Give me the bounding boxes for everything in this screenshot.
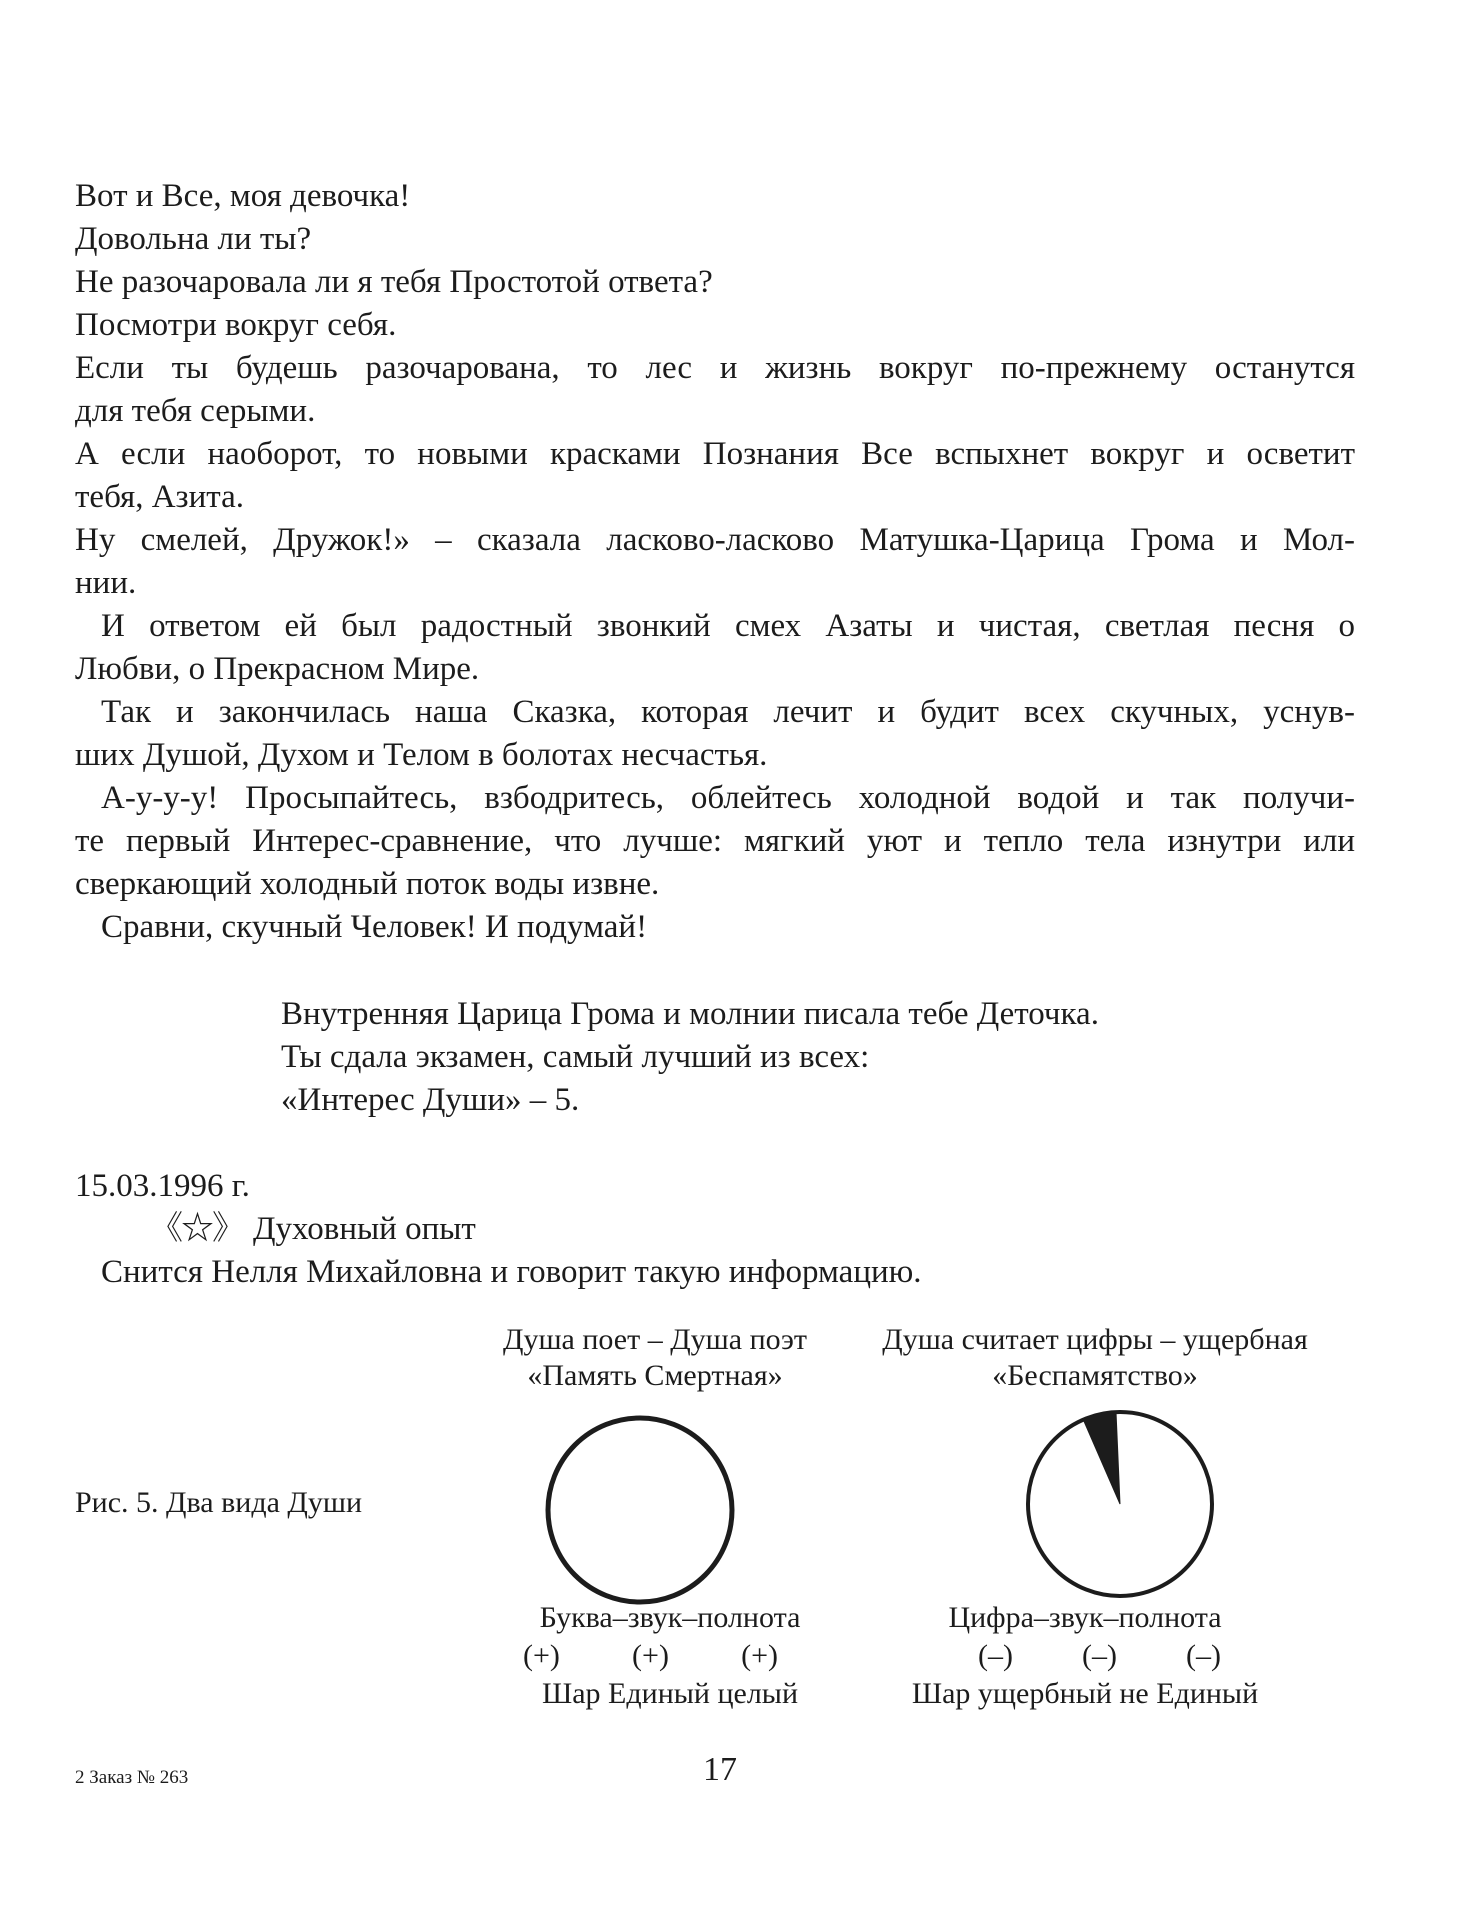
text-line: нии. [75,565,137,601]
text-line: Так и закончилась наша Сказка, которая лечит и будит всех скучных, уснув- [101,694,1355,730]
plus-sign: (+) [632,1639,669,1672]
right-figure-subtitle: «Беспамятство» [992,1359,1198,1392]
right-figure-signs [978,1638,1221,1674]
text-line: Любви, о Прекрасном Мире. [75,651,480,687]
entry-heading-text: Духовный опыт [253,1211,476,1247]
plus-sign: (+) [741,1639,778,1672]
signature-line: Ты сдала экзамен, самый лучший из всех: [281,1039,870,1075]
full-sphere-diagram [540,1410,740,1610]
right-figure-description: Шар ущербный не Единый [911,1677,1259,1710]
star-emblem-icon: 《☆》 [150,1211,243,1247]
order-number: 2 Заказ № 263 [75,1767,189,1788]
plus-sign: (+) [523,1639,560,1672]
text-line: Если ты будешь разочарована, то лес и жизнь вокруг по-прежнему останутся [75,350,1355,386]
left-figure-subtitle: «Память Смертная» [527,1359,783,1392]
text-line: Посмотри вокруг себя. [75,307,397,343]
entry-heading [150,1209,476,1249]
text-line: Вот и Все, моя девочка! [75,178,411,214]
figure-caption: Рис. 5. Два вида Души [75,1486,363,1519]
signature-line: «Интерес Души» – 5. [281,1082,580,1118]
text-line: ших Душой, Духом и Телом в болотах несчастья. [75,737,768,773]
entry-date: 15.03.1996 г. [75,1168,250,1204]
text-line: Довольна ли ты? [75,221,312,257]
defective-sphere-diagram [1020,1404,1220,1604]
text-line: те первый Интерес-сравнение, что лучше: мягкий уют и тепло тела изнутри или [75,823,1355,859]
full-sphere-circle [548,1418,732,1602]
text-line: Не разочаровала ли я тебя Простотой ответа? [75,264,713,300]
minus-sign: (–) [978,1639,1013,1672]
text-line: А если наоборот, то новыми красками Познания Все вспыхнет вокруг и осветит [75,436,1355,472]
text-line: для тебя серыми. [75,393,316,429]
left-figure-signs [523,1638,778,1674]
entry-intro: Снится Нелля Михайловна и говорит такую информацию. [101,1254,922,1290]
page-number: 17 [703,1751,737,1788]
minus-sign: (–) [1082,1639,1117,1672]
right-figure-title: Душа считает цифры – ущербная [882,1323,1308,1356]
text-line: Ну смелей, Дружок!» – сказала ласково-ласково Матушка-Царица Грома и Мол- [75,522,1355,558]
text-line: сверкающий холодный поток воды извне. [75,866,660,902]
text-line: Сравни, скучный Человек! И подумай! [101,909,648,945]
text-line: А-у-у-у! Просыпайтесь, взбодритесь, облейтесь холодной водой и так получи- [101,780,1355,816]
text-line: И ответом ей был радостный звонкий смех Азаты и чистая, светлая песня о [101,608,1355,644]
right-figure-label: Цифра–звук–полнота [948,1601,1222,1634]
text-line: тебя, Азита. [75,479,244,515]
signature-line: Внутренняя Царица Грома и молнии писала тебе Деточка. [281,996,1099,1032]
left-figure-label: Буква–звук–полнота [539,1601,801,1634]
left-figure-description: Шар Единый целый [541,1677,799,1710]
minus-sign: (–) [1186,1639,1221,1672]
left-figure-title: Душа поет – Душа поэт [502,1323,807,1356]
